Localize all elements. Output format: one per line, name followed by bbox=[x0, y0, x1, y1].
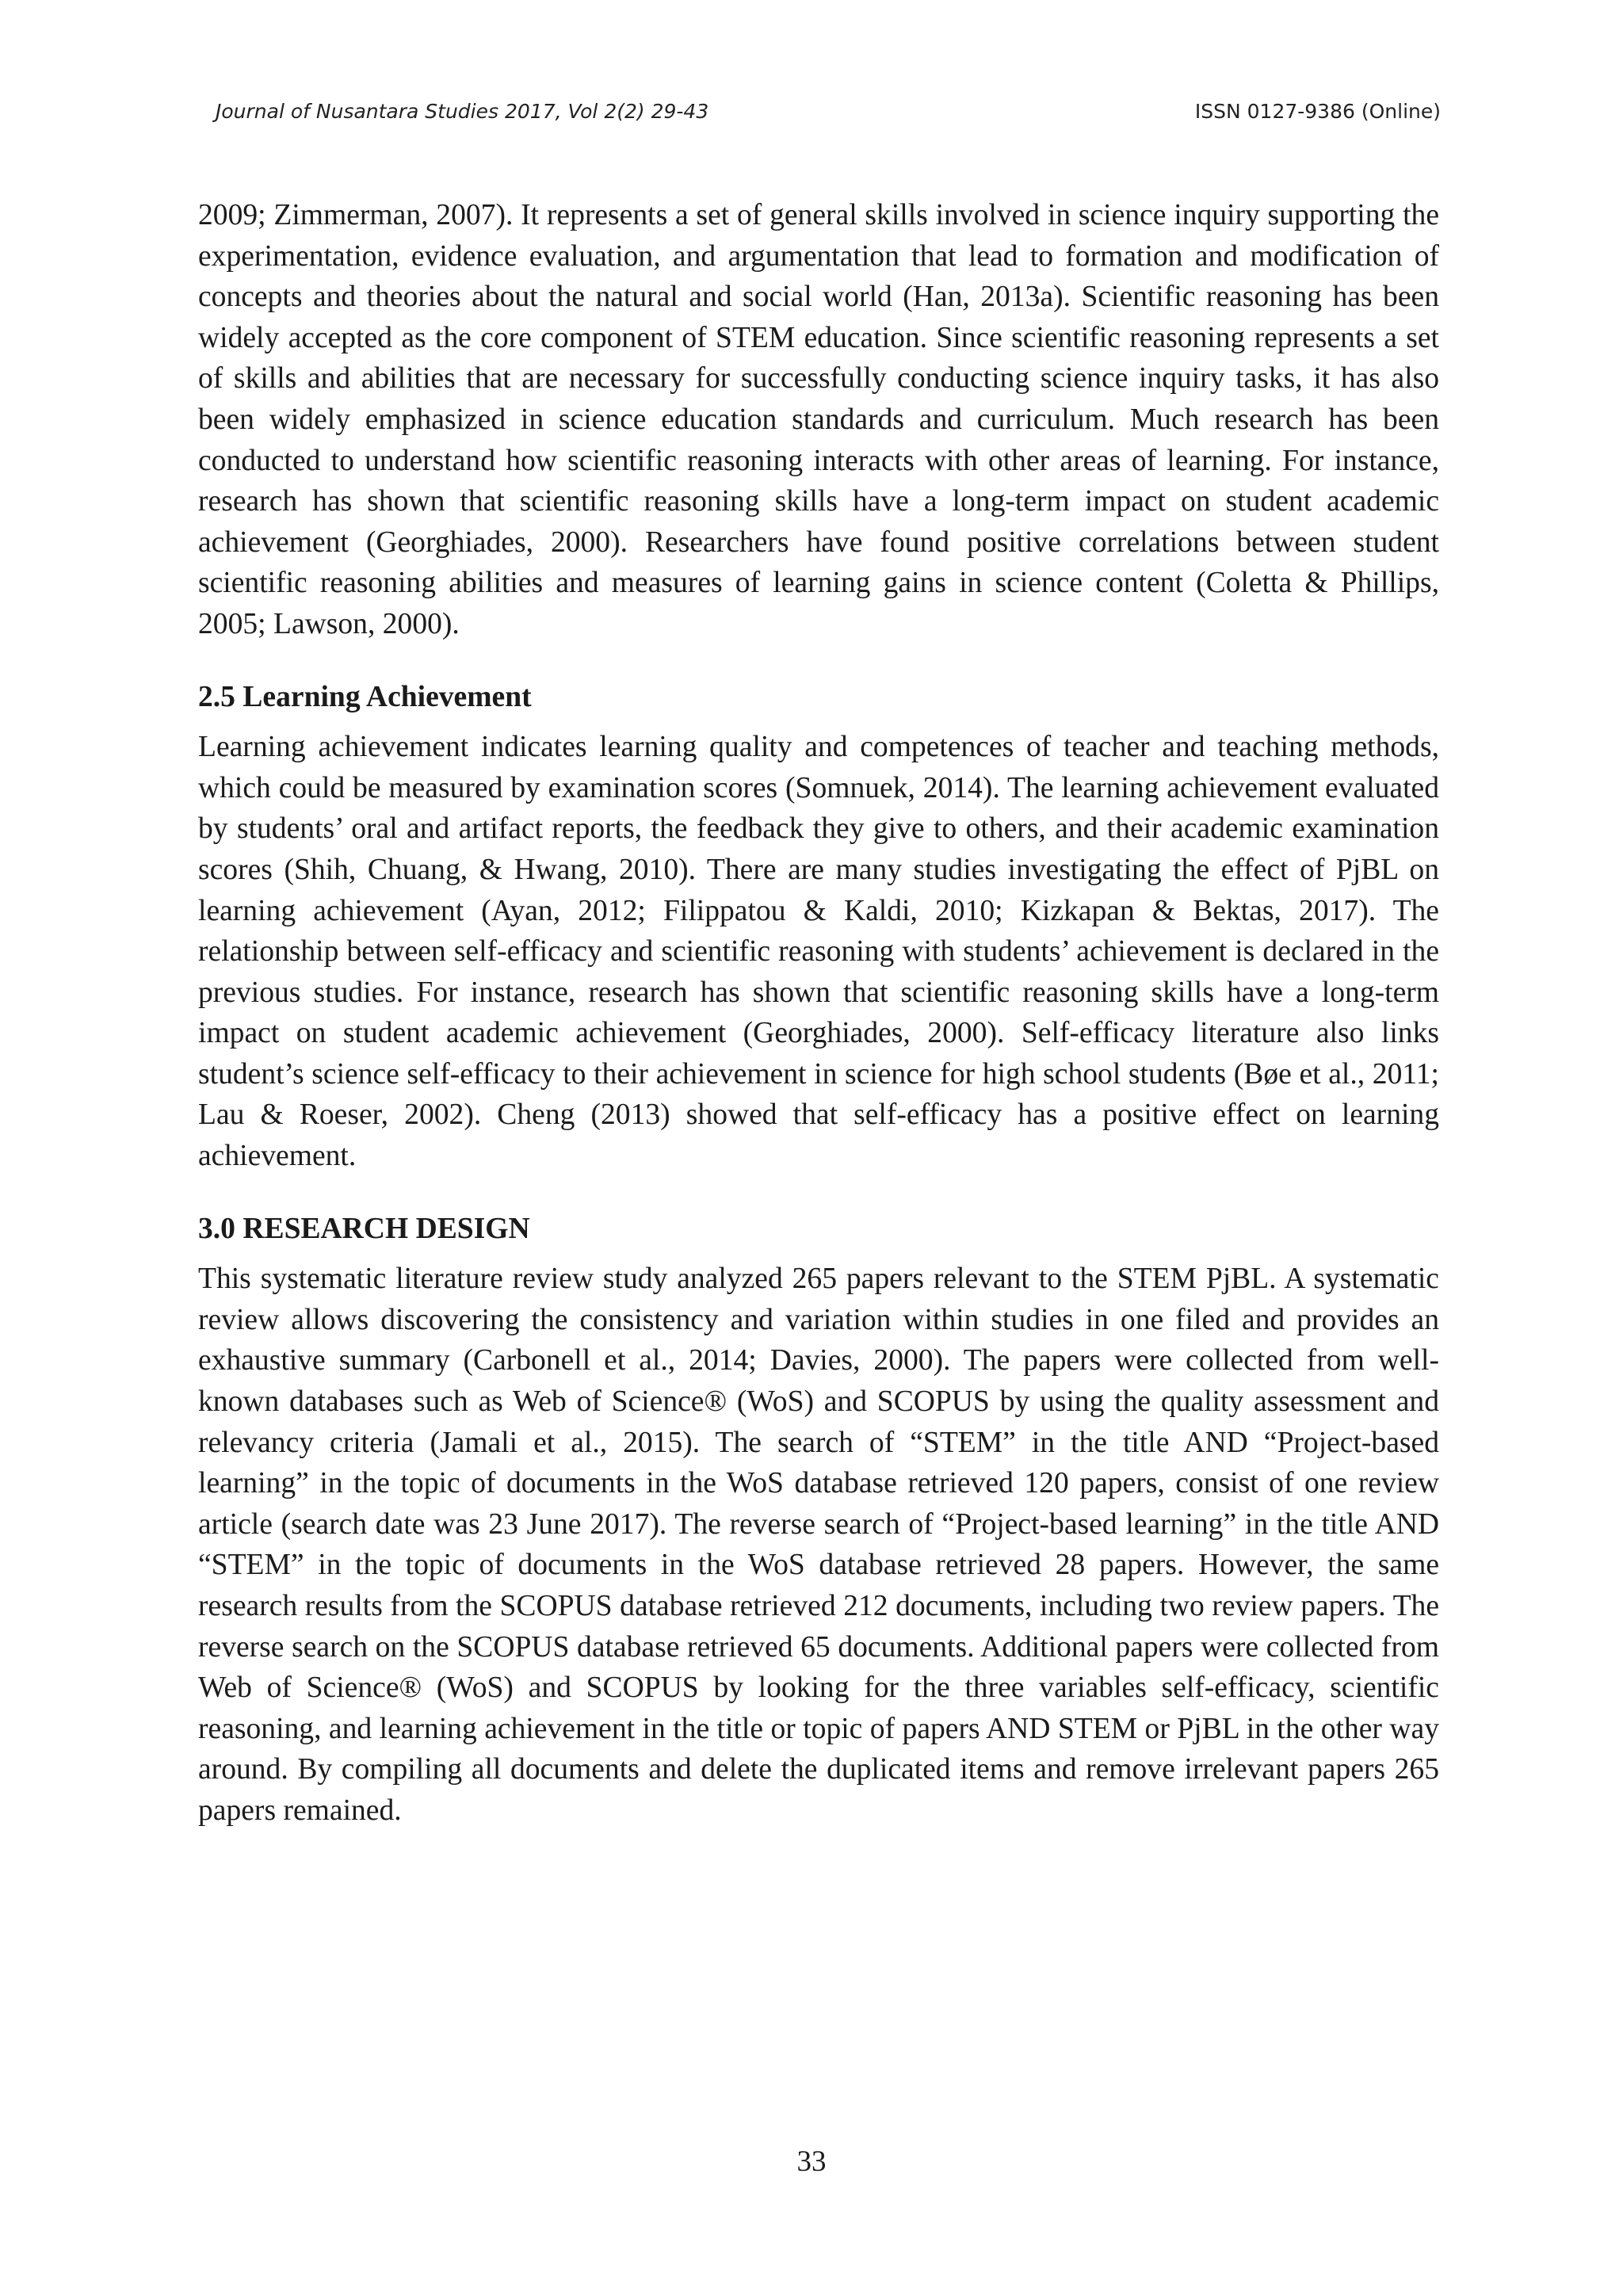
running-header bbox=[216, 100, 1441, 132]
section-heading-research-design: 3.0 RESEARCH DESIGN bbox=[198, 1212, 530, 1245]
section-heading-learning-achievement: 2.5 Learning Achievement bbox=[198, 680, 532, 713]
paragraph-scientific-reasoning: 2009; Zimmerman, 2007). It represents a set of general skills involved in science inquiry supporting the experimentation, evidence evaluation, and argumentation that lead to formation and modification of concepts and theories about the natural and social world (Han, 2013a). Scientific reasoning has been widely accepted as the core component of STEM education. Since scientific reasoning represents a set of skills and abilities that are necessary for successfully conducting science inquiry tasks, it has also been widely emphasized in science education standards and curriculum. Much research has been conducted to understand how scientific reasoning interacts with other areas of learning. For instance, research has shown that scientific reasoning skills have a long-term impact on student academic achievement (Georghiades, 2000). Researchers have found positive correlations between student scientific reasoning abilities and measures of learning gains in science content (Coletta & Phillips, 2005; Lawson, 2000). bbox=[198, 199, 1439, 640]
body-text bbox=[198, 195, 1439, 1832]
journal-citation: Journal of Nusantara Studies 2017, Vol 2(2) 29-43 bbox=[216, 100, 709, 123]
paragraph-learning-achievement: Learning achievement indicates learning quality and competences of teacher and teaching methods, which could be measured by examination scores (Somnuek, 2014). The learning achievement evaluated by students’ oral and artifact reports, the feedback they give to others, and their academic examination scores (Shih, Chuang, & Hwang, 2010). There are many studies investigating the effect of PjBL on learning achievement (Ayan, 2012; Filippatou & Kaldi, 2010; Kizkapan & Bektas, 2017). The relationship between self-efficacy and scientific reasoning with students’ achievement is declared in the previous studies. For instance, research has shown that scientific reasoning skills have a long-term impact on student academic achievement (Georghiades, 2000). Self-efficacy literature also links student’s science self-efficacy to their achievement in science for high school students (Bøe et al., 2011; Lau & Roeser, 2002). Cheng (2013) showed that self-efficacy has a positive effect on learning achievement. bbox=[198, 731, 1439, 1173]
page-number: 33 bbox=[796, 2145, 827, 2178]
paragraph-research-design: This systematic literature review study analyzed 265 papers relevant to the STEM PjBL. A systematic review allows discovering the consistency and variation within studies in one filed and provides an exhaustive summary (Carbonell et al., 2014; Davies, 2000). The papers were collected from well-known databases such as Web of Science® (WoS) and SCOPUS by using the quality assessment and relevancy criteria (Jamali et al., 2015). The search of “STEM” in the title AND “Project-based learning” in the topic of documents in the WoS database retrieved 120 papers, consist of one review article (search date was 23 June 2017). The reverse search of “Project-based learning” in the title AND “STEM” in the topic of documents in the WoS database retrieved 28 papers. However, the same research results from the SCOPUS database retrieved 212 documents, including two review papers. The reverse search on the SCOPUS database retrieved 65 documents. Additional papers were collected from Web of Science® (WoS) and SCOPUS by looking for the three variables self-efficacy, scientific reasoning, and learning achievement in the title or topic of papers AND STEM or PjBL in the other way around. By compiling all documents and delete the duplicated items and remove irrelevant papers 265 papers remained. bbox=[198, 1263, 1439, 1827]
issn-label: ISSN 0127-9386 (Online) bbox=[1194, 100, 1441, 123]
